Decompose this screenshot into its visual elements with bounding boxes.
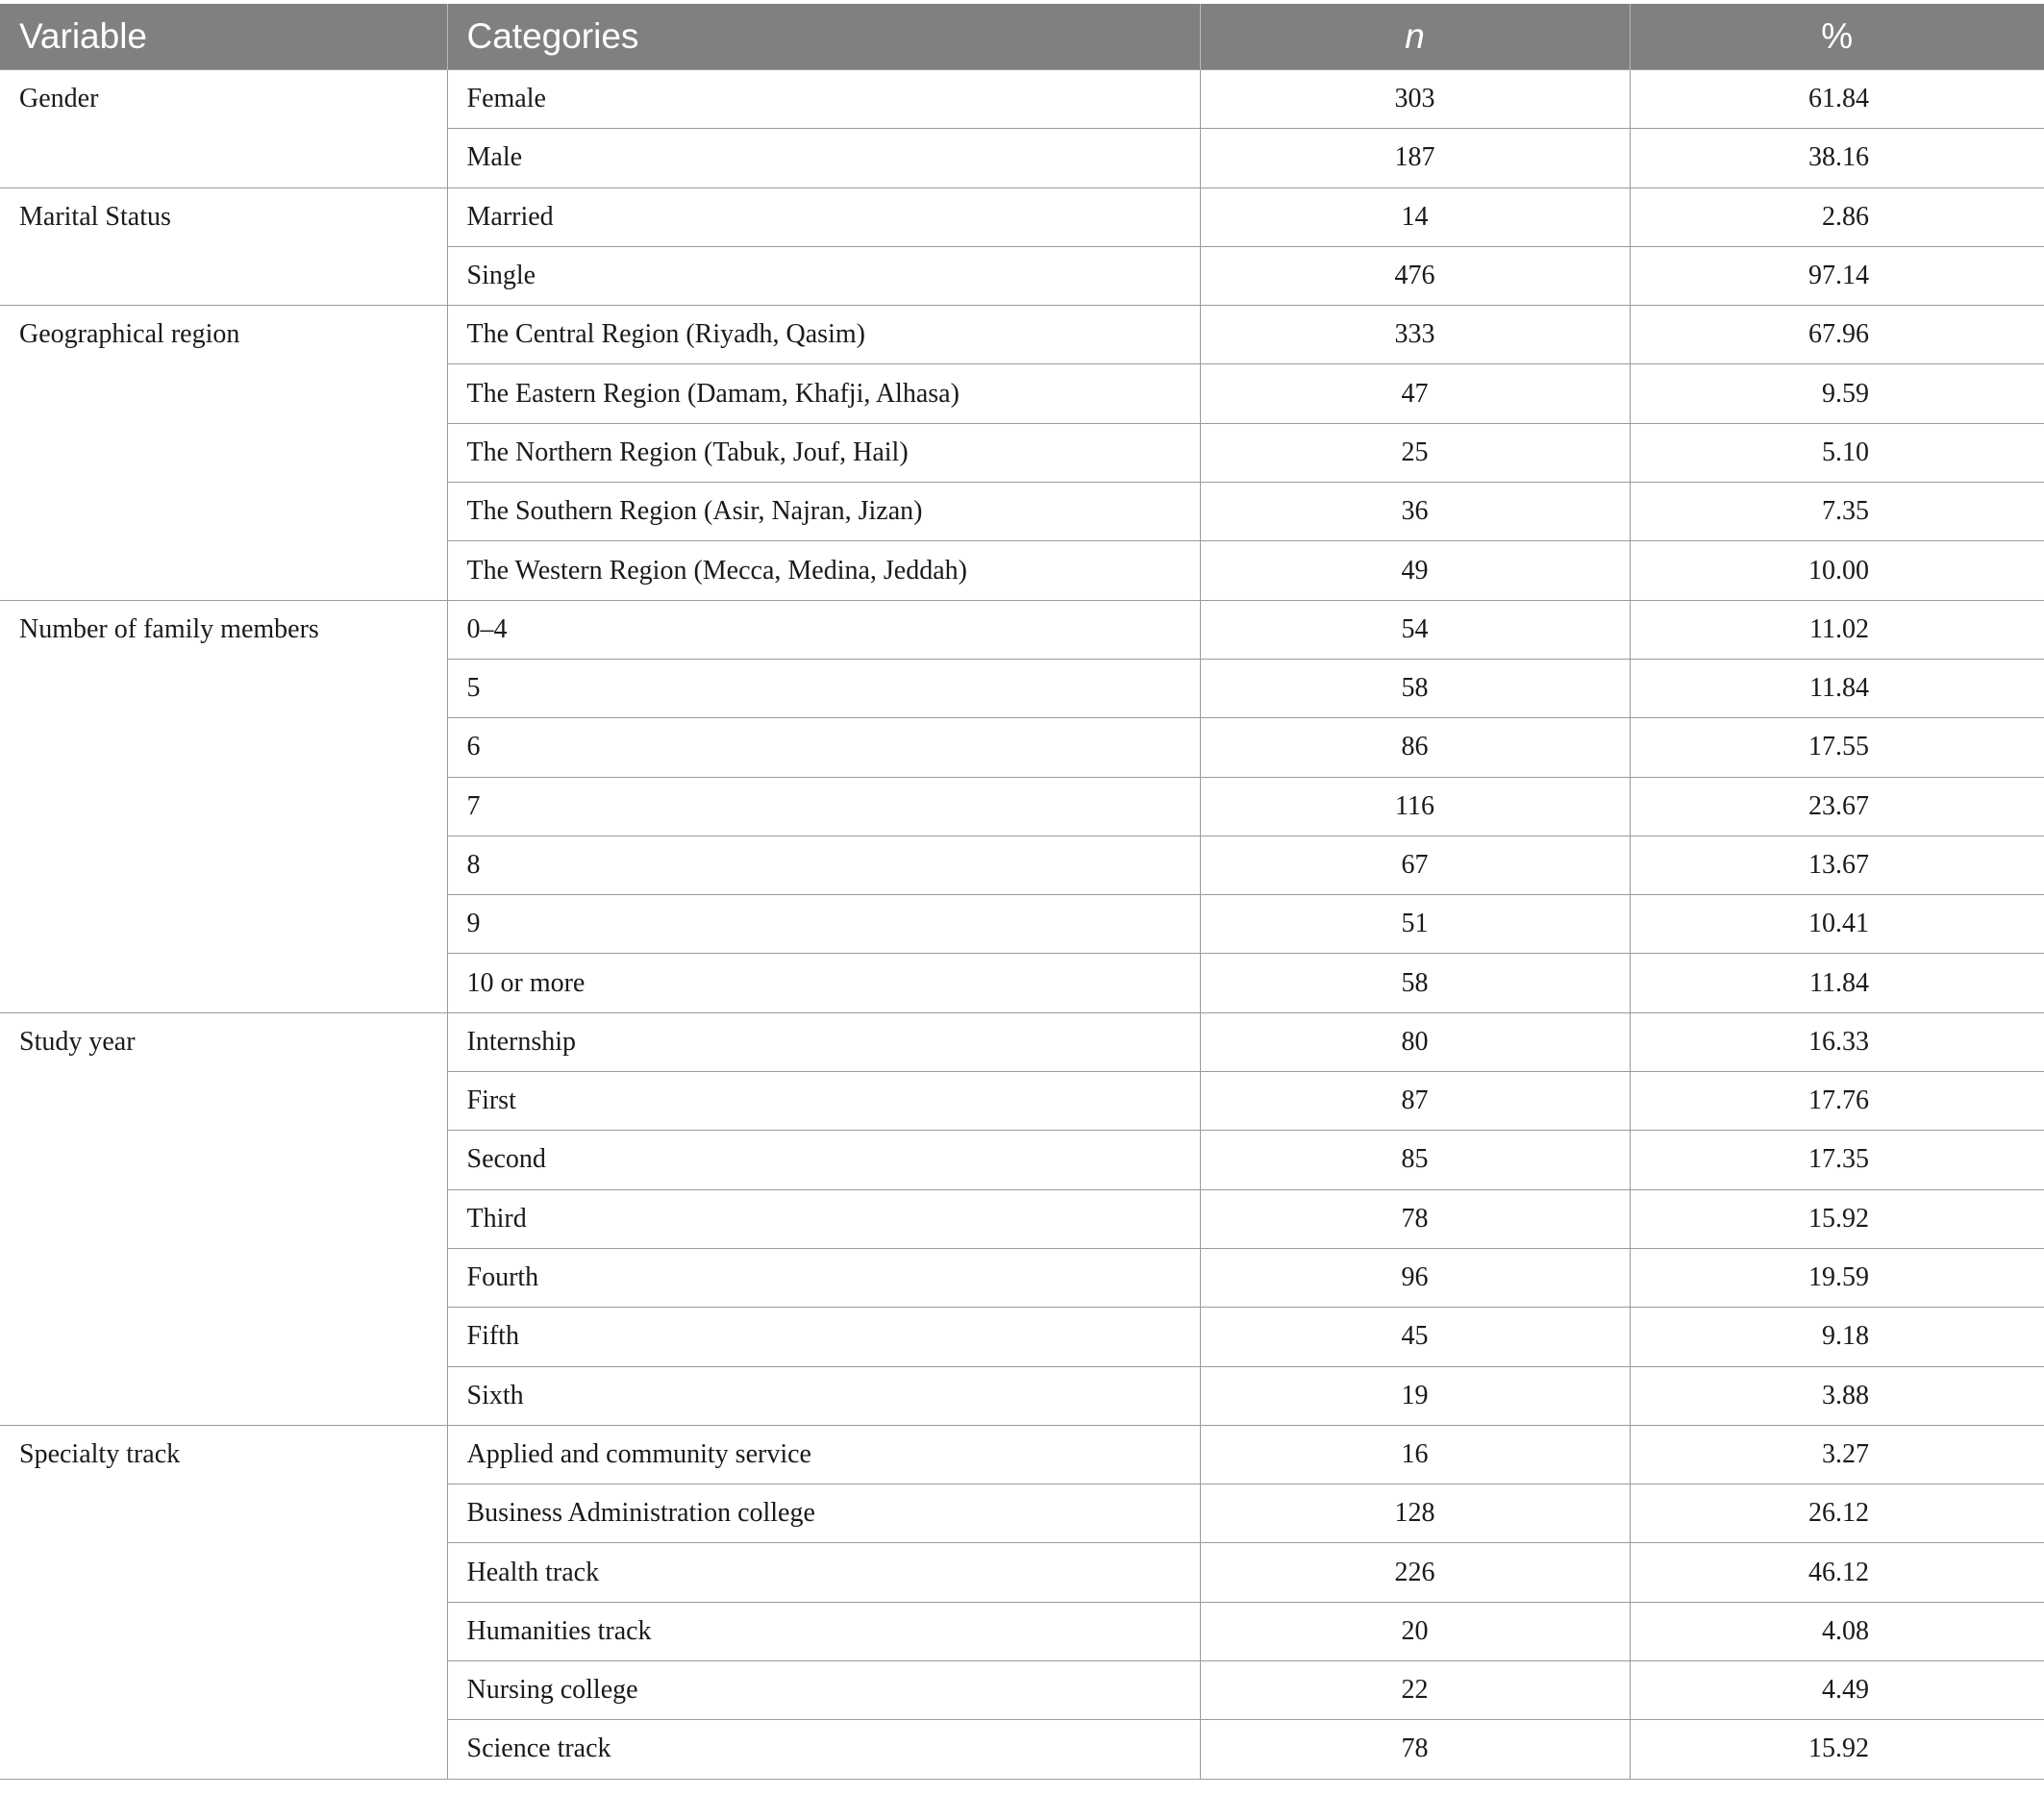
category-cell: Applied and community service (447, 1425, 1200, 1484)
percent-cell: 26.12 (1630, 1484, 2044, 1543)
variable-cell: Number of family members (0, 600, 447, 1012)
n-cell: 49 (1200, 541, 1630, 600)
percent-cell: 15.92 (1630, 1720, 2044, 1779)
n-cell: 36 (1200, 483, 1630, 541)
percent-cell: 10.41 (1630, 895, 2044, 954)
category-cell: Business Administration college (447, 1484, 1200, 1543)
n-cell: 226 (1200, 1543, 1630, 1602)
percent-cell: 16.33 (1630, 1012, 2044, 1071)
table-row (0, 1425, 2044, 1484)
table-row (0, 600, 2044, 659)
variable-cell: Marital Status (0, 187, 447, 306)
percent-cell: 10.00 (1630, 541, 2044, 600)
percent-cell: 11.84 (1630, 954, 2044, 1012)
n-cell: 19 (1200, 1366, 1630, 1425)
n-cell: 25 (1200, 423, 1630, 482)
n-cell: 476 (1200, 246, 1630, 305)
variable-cell: Geographical region (0, 306, 447, 600)
percent-cell: 17.35 (1630, 1131, 2044, 1189)
n-cell: 58 (1200, 659, 1630, 717)
n-cell: 54 (1200, 600, 1630, 659)
category-cell: Internship (447, 1012, 1200, 1071)
percent-cell: 15.92 (1630, 1189, 2044, 1248)
category-cell: Married (447, 187, 1200, 246)
percent-cell: 7.35 (1630, 483, 2044, 541)
header-variable: Variable (0, 4, 447, 70)
variable-cell: Gender (0, 70, 447, 188)
n-cell: 14 (1200, 187, 1630, 246)
category-cell: Humanities track (447, 1602, 1200, 1660)
header-n: n (1200, 4, 1630, 70)
category-cell: The Western Region (Mecca, Medina, Jeddah) (447, 541, 1200, 600)
percent-cell: 5.10 (1630, 423, 2044, 482)
category-cell: The Northern Region (Tabuk, Jouf, Hail) (447, 423, 1200, 482)
category-cell: Sixth (447, 1366, 1200, 1425)
percent-cell: 46.12 (1630, 1543, 2044, 1602)
percent-cell: 4.49 (1630, 1661, 2044, 1720)
percent-cell: 19.59 (1630, 1248, 2044, 1307)
header-categories: Categories (447, 4, 1200, 70)
table-header-row (0, 4, 2044, 70)
percent-cell: 11.84 (1630, 659, 2044, 717)
n-cell: 86 (1200, 718, 1630, 777)
category-cell: 7 (447, 777, 1200, 836)
n-cell: 78 (1200, 1189, 1630, 1248)
percent-cell: 11.02 (1630, 600, 2044, 659)
category-cell: Single (447, 246, 1200, 305)
category-cell: First (447, 1072, 1200, 1131)
category-cell: Second (447, 1131, 1200, 1189)
category-cell: Third (447, 1189, 1200, 1248)
category-cell: Fourth (447, 1248, 1200, 1307)
percent-cell: 61.84 (1630, 70, 2044, 129)
table-row (0, 70, 2044, 129)
n-cell: 116 (1200, 777, 1630, 836)
n-cell: 67 (1200, 836, 1630, 894)
header-percent: % (1630, 4, 2044, 70)
percent-cell: 2.86 (1630, 187, 2044, 246)
n-cell: 20 (1200, 1602, 1630, 1660)
percent-cell: 9.18 (1630, 1308, 2044, 1366)
category-cell: Female (447, 70, 1200, 129)
category-cell: Science track (447, 1720, 1200, 1779)
variable-cell: Study year (0, 1012, 447, 1425)
n-cell: 96 (1200, 1248, 1630, 1307)
table-row (0, 306, 2044, 364)
percent-cell: 3.27 (1630, 1425, 2044, 1484)
n-cell: 16 (1200, 1425, 1630, 1484)
n-cell: 87 (1200, 1072, 1630, 1131)
demographics-table (0, 4, 2044, 1780)
variable-cell: Specialty track (0, 1425, 447, 1779)
percent-cell: 67.96 (1630, 306, 2044, 364)
n-cell: 45 (1200, 1308, 1630, 1366)
percent-cell: 3.88 (1630, 1366, 2044, 1425)
percent-cell: 17.55 (1630, 718, 2044, 777)
category-cell: Health track (447, 1543, 1200, 1602)
percent-cell: 38.16 (1630, 129, 2044, 187)
n-cell: 187 (1200, 129, 1630, 187)
n-cell: 303 (1200, 70, 1630, 129)
category-cell: The Central Region (Riyadh, Qasim) (447, 306, 1200, 364)
n-cell: 85 (1200, 1131, 1630, 1189)
n-cell: 47 (1200, 364, 1630, 423)
table-row (0, 187, 2044, 246)
percent-cell: 97.14 (1630, 246, 2044, 305)
category-cell: The Eastern Region (Damam, Khafji, Alhasa) (447, 364, 1200, 423)
percent-cell: 13.67 (1630, 836, 2044, 894)
category-cell: 10 or more (447, 954, 1200, 1012)
category-cell: Nursing college (447, 1661, 1200, 1720)
percent-cell: 9.59 (1630, 364, 2044, 423)
category-cell: 5 (447, 659, 1200, 717)
category-cell: The Southern Region (Asir, Najran, Jizan) (447, 483, 1200, 541)
category-cell: 6 (447, 718, 1200, 777)
category-cell: 8 (447, 836, 1200, 894)
n-cell: 128 (1200, 1484, 1630, 1543)
category-cell: Male (447, 129, 1200, 187)
percent-cell: 17.76 (1630, 1072, 2044, 1131)
n-cell: 51 (1200, 895, 1630, 954)
table-body (0, 70, 2044, 1780)
n-cell: 80 (1200, 1012, 1630, 1071)
n-cell: 78 (1200, 1720, 1630, 1779)
percent-cell: 4.08 (1630, 1602, 2044, 1660)
n-cell: 58 (1200, 954, 1630, 1012)
n-cell: 22 (1200, 1661, 1630, 1720)
n-cell: 333 (1200, 306, 1630, 364)
percent-cell: 23.67 (1630, 777, 2044, 836)
table-row (0, 1012, 2044, 1071)
category-cell: 0–4 (447, 600, 1200, 659)
category-cell: Fifth (447, 1308, 1200, 1366)
category-cell: 9 (447, 895, 1200, 954)
